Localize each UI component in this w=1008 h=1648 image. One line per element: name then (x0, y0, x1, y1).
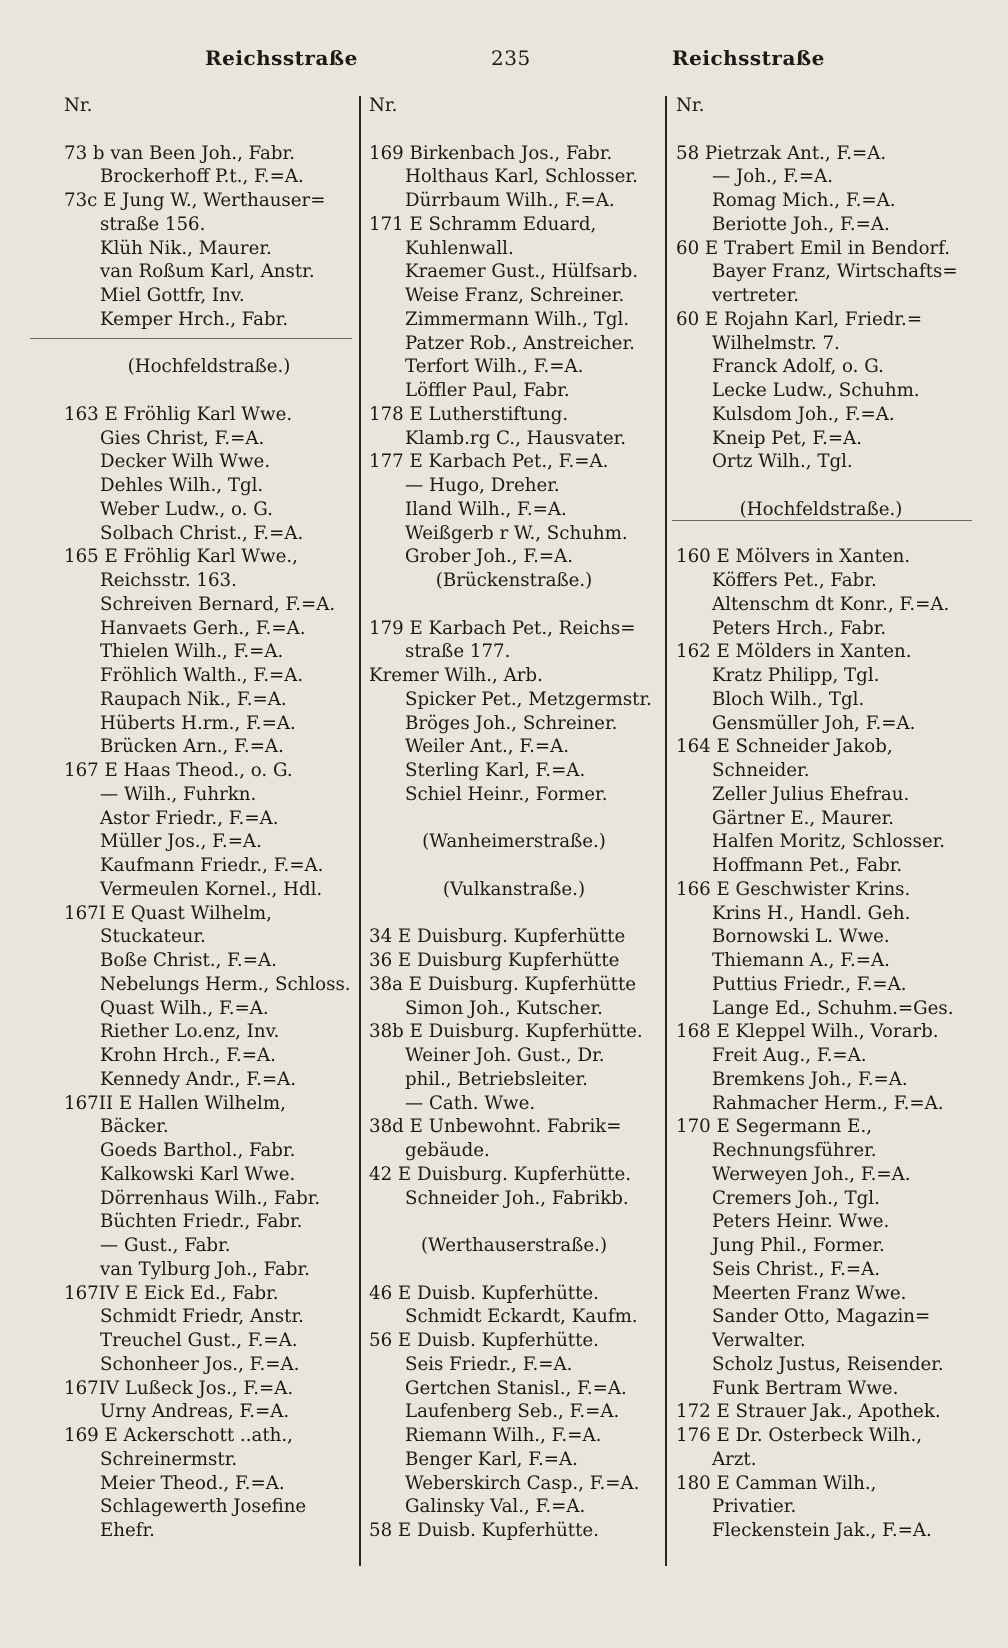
directory-entry: Kremer Wilh., Arb. (369, 665, 543, 686)
directory-entry: Sander Otto, Magazin= (712, 1306, 931, 1328)
directory-entry: 167IV E Eick Ed., Fabr. (64, 1282, 279, 1304)
blank-line (64, 379, 354, 403)
directory-entry: Patzer Rob., Anstreicher. (405, 332, 635, 354)
street-heading: (Brückenstraße.) (435, 570, 593, 591)
directory-entry: Krins H., Handl. Geh. (712, 902, 911, 924)
street-heading: (Hochfeldstraße.) (127, 356, 291, 378)
directory-entry: Hanvaets Gerh., F.=A. (100, 617, 306, 639)
directory-entry: Sterling Karl, F.=A. (405, 760, 586, 781)
directory-entry: Halfen Moritz, Schlosser. (712, 831, 946, 853)
directory-entry: Schonheer Jos., F.=A. (100, 1353, 300, 1375)
running-header-left: Reichsstraße (205, 46, 358, 70)
directory-entry: Gies Christ, F.=A. (100, 427, 265, 449)
directory-entry: Rechnungsführer. (712, 1140, 877, 1161)
directory-entry: 58 Pietrzak Ant., F.=A. (676, 142, 887, 164)
directory-entry: Kaufmann Friedr., F.=A. (100, 855, 324, 876)
blank-line (369, 118, 659, 142)
directory-entry: Boße Christ., F.=A. (100, 950, 277, 971)
directory-entry: Gertchen Stanisl., F.=A. (405, 1377, 627, 1399)
directory-entry: Jung Phil., Former. (712, 1235, 885, 1256)
street-heading: (Hochfeldstraße.) (739, 498, 903, 520)
directory-entry: Dürrbaum Wilh., F.=A. (405, 190, 615, 211)
directory-entry: Goeds Barthol., Fabr. (100, 1140, 296, 1161)
address-column-3 (676, 94, 966, 1543)
directory-entry: Holthaus Karl, Schlosser. (405, 166, 638, 188)
directory-entry: Krohn Hrch., F.=A. (100, 1045, 276, 1066)
directory-entry: 38d E Unbewohnt. Fabrik= (369, 1116, 622, 1138)
directory-entry: Arzt. (712, 1448, 757, 1470)
directory-entry: Gensmüller Joh, F.=A. (712, 712, 916, 734)
directory-entry: 163 E Fröhlig Karl Wwe. (64, 403, 293, 425)
directory-entry: Brücken Arn., F.=A. (100, 736, 284, 758)
directory-entry: Dehles Wilh., Tgl. (100, 475, 264, 496)
directory-entry: Ehefr. (100, 1520, 155, 1541)
directory-entry: Quast Wilh., F.=A. (100, 997, 269, 1019)
directory-entry: Decker Wilh Wwe. (100, 451, 271, 473)
directory-entry: 167II E Hallen Wilhelm, (64, 1092, 286, 1114)
blank-line (676, 474, 966, 498)
directory-entry: Raupach Nik., F.=A. (100, 688, 287, 710)
directory-entry: vertreter. (712, 285, 800, 306)
directory-entry: Wilhelmstr. 7. (712, 332, 840, 354)
column-rule-left (359, 96, 361, 1566)
directory-entry: Grober Joh., F.=A. (405, 546, 574, 568)
directory-entry: Nebelungs Herm., Schloss. (100, 973, 351, 995)
directory-entry: Kalkowski Karl Wwe. (100, 1163, 296, 1185)
directory-entry: 172 E Strauer Jak., Apothek. (676, 1401, 941, 1423)
blank-line (369, 1258, 659, 1282)
directory-entry: phil., Betriebsleiter. (405, 1068, 588, 1090)
directory-entry: Bornowski L. Wwe. (712, 926, 890, 948)
directory-entry: Kneip Pet, F.=A. (712, 427, 863, 449)
blank-line (369, 807, 659, 831)
directory-entry: Altenschm dt Konr., F.=A. (712, 593, 950, 615)
directory-entry: Franck Adolf, o. G. (712, 356, 884, 378)
directory-entry: Freit Aug., F.=A. (712, 1045, 867, 1066)
directory-entry: van Tylburg Joh., Fabr. (100, 1258, 310, 1280)
directory-entry: Bremkens Joh., F.=A. (712, 1068, 908, 1090)
directory-entry: Brockerhoff P.t., F.=A. (100, 166, 304, 188)
directory-entry: Weiler Ant., F.=A. (405, 736, 570, 758)
directory-entry: Astor Friedr., F.=A. (100, 807, 279, 829)
directory-entry: Meerten Franz Wwe. (712, 1282, 907, 1304)
directory-entry: Verwalter. (712, 1330, 806, 1351)
directory-entry: Weiner Joh. Gust., Dr. (405, 1045, 605, 1066)
directory-entry: Müller Jos., F.=A. (100, 831, 262, 853)
directory-entry: 60 E Rojahn Karl, Friedr.= (676, 308, 923, 330)
directory-entry: 34 E Duisburg. Kupferhütte (369, 926, 626, 948)
directory-entry: Schreinermstr. (100, 1448, 238, 1470)
directory-entry: Weberskirch Casp., F.=A. (405, 1472, 640, 1494)
directory-entry: Stuckateur. (100, 926, 206, 948)
directory-entry: Urny Andreas, F.=A. (100, 1401, 290, 1423)
directory-entry: 36 E Duisburg Kupferhütte (369, 950, 620, 971)
street-heading: (Vulkanstraße.) (442, 878, 586, 900)
directory-entry: 73 b van Been Joh., Fabr. (64, 142, 295, 164)
blank-line (676, 522, 966, 546)
directory-entry: 73c E Jung W., Werthauser= (64, 190, 326, 211)
directory-entry: Reichsstr. 163. (100, 570, 237, 591)
column-rule-right (665, 96, 667, 1566)
directory-entry: Romag Mich., F.=A. (712, 190, 896, 211)
blank-line (676, 118, 966, 142)
directory-entry: — Cath. Wwe. (405, 1092, 536, 1114)
directory-entry: Benger Karl, F.=A. (405, 1448, 578, 1470)
directory-entry: 169 E Ackerschott ..ath., (64, 1425, 293, 1446)
directory-entry: 177 E Karbach Pet., F.=A. (369, 451, 609, 473)
directory-entry: Seis Friedr., F.=A. (405, 1353, 573, 1375)
directory-entry: Riemann Wilh., F.=A. (405, 1425, 602, 1446)
directory-entry: Thiemann A., F.=A. (712, 950, 890, 971)
directory-entry: Laufenberg Seb., F.=A. (405, 1401, 620, 1423)
directory-entry: Seis Christ., F.=A. (712, 1258, 881, 1280)
directory-entry: Riether Lo.enz, Inv. (100, 1021, 280, 1043)
directory-entry: Klüh Nik., Maurer. (100, 237, 272, 259)
directory-entry: Fleckenstein Jak., F.=A. (712, 1520, 932, 1541)
directory-entry: Werweyen Joh., F.=A. (712, 1163, 911, 1185)
directory-entry: Weißgerb r W., Schuhm. (405, 522, 628, 544)
directory-entry: Treuchel Gust., F.=A. (100, 1330, 298, 1351)
directory-entry: straße 156. (100, 213, 206, 235)
directory-entry: Zimmermann Wilh., Tgl. (405, 308, 630, 330)
directory-entry: Schiel Heinr., Former. (405, 783, 608, 805)
directory-entry: Schneider Joh., Fabrikb. (405, 1187, 629, 1209)
street-heading: (Werthauserstraße.) (420, 1235, 608, 1256)
directory-entry: Vermeulen Kornel., Hdl. (100, 878, 323, 900)
directory-entry: 42 E Duisburg. Kupferhütte. (369, 1163, 632, 1185)
address-column-2 (369, 94, 659, 1543)
directory-entry: Privatier. (712, 1496, 797, 1518)
directory-entry: Nr. (64, 95, 93, 116)
directory-entry: Kraemer Gust., Hülfsarb. (405, 261, 639, 283)
directory-entry: van Roßum Karl, Anstr. (100, 261, 315, 283)
directory-entry: Bröges Joh., Schreiner. (405, 712, 618, 734)
directory-entry: 164 E Schneider Jakob, (676, 736, 893, 758)
directory-entry: Weber Ludw., o. G. (100, 498, 273, 520)
directory-entry: Galinsky Val., F.=A. (405, 1496, 586, 1518)
blank-line (369, 902, 659, 926)
directory-entry: Rahmacher Herm., F.=A. (712, 1092, 944, 1114)
directory-entry: 166 E Geschwister Krins. (676, 878, 911, 900)
directory-entry: 171 E Schramm Eduard, (369, 213, 597, 235)
directory-entry: 169 Birkenbach Jos., Fabr. (369, 142, 613, 164)
directory-entry: Schmidt Friedr, Anstr. (100, 1306, 304, 1328)
directory-entry: Lange Ed., Schuhm.=Ges. (712, 997, 954, 1019)
directory-entry: Thielen Wilh., F.=A. (100, 641, 284, 663)
directory-entry: Schmidt Eckardt, Kaufm. (405, 1306, 638, 1328)
directory-entry: 178 E Lutherstiftung. (369, 403, 569, 425)
blank-line (369, 593, 659, 617)
directory-entry: Kennedy Andr., F.=A. (100, 1068, 297, 1090)
directory-entry: Kemper Hrch., Fabr. (100, 308, 289, 330)
directory-entry: Nr. (369, 95, 398, 116)
directory-entry: Zeller Julius Ehefrau. (712, 783, 910, 805)
directory-entry: Simon Joh., Kutscher. (405, 997, 603, 1019)
directory-entry: gebäude. (405, 1140, 490, 1161)
directory-entry: Bayer Franz, Wirtschafts= (712, 261, 958, 283)
directory-entry: 58 E Duisb. Kupferhütte. (369, 1520, 599, 1541)
directory-entry: 60 E Trabert Emil in Bendorf. (676, 237, 951, 259)
directory-entry: Dörrenhaus Wilh., Fabr. (100, 1187, 321, 1209)
directory-entry: 179 E Karbach Pet., Reichs= (369, 617, 636, 639)
directory-entry: Bloch Wilh., Tgl. (712, 688, 865, 710)
directory-entry: 176 E Dr. Osterbeck Wilh., (676, 1425, 923, 1446)
directory-entry: 38b E Duisburg. Kupferhütte. (369, 1021, 643, 1043)
directory-entry: Klamb.rg C., Hausvater. (405, 427, 627, 449)
directory-entry: — Hugo, Dreher. (405, 475, 560, 496)
blank-line (64, 332, 354, 356)
directory-entry: 162 E Mölders in Xanten. (676, 641, 912, 663)
directory-entry: Hoffmann Pet., Fabr. (712, 855, 903, 876)
directory-entry: Hüberts H.rm., F.=A. (100, 712, 296, 734)
directory-entry: 167IV Lußeck Jos., F.=A. (64, 1377, 294, 1399)
street-heading: (Wanheimerstraße.) (422, 831, 606, 853)
directory-entry: Peters Heinr. Wwe. (712, 1211, 890, 1233)
blank-line (64, 118, 354, 142)
directory-entry: Kulsdom Joh., F.=A. (712, 403, 895, 425)
directory-entry: Fröhlich Walth., F.=A. (100, 665, 304, 686)
directory-entry: — Joh., F.=A. (712, 166, 833, 188)
directory-entry: 180 E Camman Wilh., (676, 1472, 877, 1494)
directory-entry: Nr. (676, 95, 705, 116)
directory-entry: Funk Bertram Wwe. (712, 1377, 899, 1399)
directory-entry: 167 E Haas Theod., o. G. (64, 760, 293, 781)
directory-entry: 168 E Kleppel Wilh., Vorarb. (676, 1021, 939, 1043)
directory-entry: Peters Hrch., Fabr. (712, 617, 887, 639)
directory-entry: Schneider. (712, 760, 810, 781)
directory-entry: Meier Theod., F.=A. (100, 1472, 285, 1494)
directory-entry: 38a E Duisburg. Kupferhütte (369, 973, 637, 995)
directory-entry: 46 E Duisb. Kupferhütte. (369, 1282, 599, 1304)
directory-entry: Cremers Joh., Tgl. (712, 1187, 880, 1209)
page-number: 235 (491, 46, 531, 70)
directory-entry: straße 177. (405, 641, 511, 663)
directory-entry: Scholz Justus, Reisender. (712, 1353, 944, 1375)
directory-entry: Puttius Friedr., F.=A. (712, 973, 907, 995)
directory-entry: Weise Franz, Schreiner. (405, 285, 625, 306)
directory-entry: Schlagewerth Josefine (100, 1496, 307, 1518)
directory-entry: 165 E Fröhlig Karl Wwe., (64, 546, 298, 568)
blank-line (369, 1210, 659, 1234)
directory-entry: Schreiven Bernard, F.=A. (100, 593, 336, 615)
directory-entry: 160 E Mölvers in Xanten. (676, 546, 911, 568)
directory-entry: — Gust., Fabr. (100, 1235, 231, 1256)
running-header-right: Reichsstraße (672, 46, 825, 70)
blank-line (369, 854, 659, 878)
directory-entry: Terfort Wilh., F.=A. (405, 356, 584, 378)
directory-entry: Lecke Ludw., Schuhm. (712, 380, 920, 401)
directory-entry: 170 E Segermann E., (676, 1116, 873, 1138)
directory-entry: Bäcker. (100, 1116, 169, 1138)
directory-entry: Beriotte Joh., F.=A. (712, 213, 890, 235)
directory-entry: Löffler Paul, Fabr. (405, 380, 570, 401)
directory-entry: 56 E Duisb. Kupferhütte. (369, 1330, 599, 1351)
directory-entry: Gärtner E., Maurer. (712, 807, 895, 829)
directory-entry: Büchten Friedr., Fabr. (100, 1211, 303, 1233)
directory-entry: — Wilh., Fuhrkn. (100, 783, 257, 805)
directory-entry: 167I E Quast Wilhelm, (64, 902, 272, 924)
directory-entry: Miel Gottfr, Inv. (100, 285, 245, 306)
directory-entry: Ortz Wilh., Tgl. (712, 451, 853, 473)
directory-entry: Köffers Pet., Fabr. (712, 570, 877, 591)
directory-entry: Kratz Philipp, Tgl. (712, 665, 880, 686)
directory-entry: Solbach Christ., F.=A. (100, 522, 304, 544)
directory-entry: Kuhlenwall. (405, 237, 514, 259)
directory-entry: Iland Wilh., F.=A. (405, 498, 567, 520)
directory-entry: Spicker Pet., Metzgermstr. (405, 688, 652, 710)
address-column-1 (64, 94, 354, 1543)
